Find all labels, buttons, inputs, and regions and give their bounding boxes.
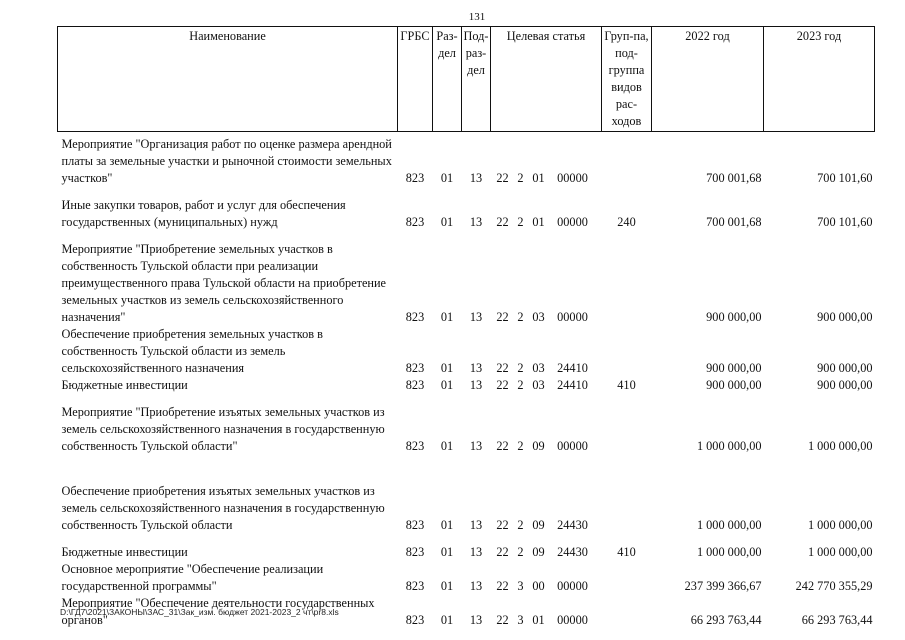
row-spacer <box>58 231 875 241</box>
tsel-program: 22 <box>496 171 509 185</box>
row-podrazdel: 13 <box>469 171 483 185</box>
row-2022: 700 001,68 <box>706 171 762 185</box>
row-2023: 1 000 000,00 <box>807 518 873 532</box>
row-podrazdel: 13 <box>469 215 483 229</box>
row-tselevaya <box>491 136 602 187</box>
tsel-program: 22 <box>496 439 509 453</box>
row-grbs: 823 <box>405 215 425 229</box>
row-2022: 1 000 000,00 <box>696 439 762 453</box>
row-2022: 237 399 366,67 <box>684 579 762 593</box>
row-spacer <box>58 187 875 197</box>
row-grbs: 823 <box>405 518 425 532</box>
row-name: Обеспечение приобретения земельных участков в собственность Тульской области из земель сельскохозяйственного назначения <box>61 327 323 375</box>
tsel-direction: 00000 <box>557 171 588 185</box>
row-2023: 1 000 000,00 <box>807 545 873 559</box>
tsel-subprogram: 3 <box>517 579 524 593</box>
row-name: Мероприятие "Обеспечение деятельности государственных органов" <box>61 596 375 627</box>
header-grbs: ГРБС <box>398 27 433 132</box>
tsel-program: 22 <box>496 378 509 392</box>
tsel-direction: 00000 <box>557 579 588 593</box>
table-row <box>58 377 875 394</box>
tsel-event: 09 <box>532 518 545 532</box>
row-name: Мероприятие "Приобретение изъятых земельных участков из земель сельскохозяйственного назначения в государственную собственность Тульской области" <box>61 405 385 453</box>
tsel-direction: 24430 <box>557 518 588 532</box>
page-number: 131 <box>468 11 486 23</box>
row-razdel: 01 <box>440 378 454 392</box>
table-row <box>58 561 875 595</box>
row-tselevaya <box>491 404 602 455</box>
table-header-row <box>58 27 875 132</box>
row-2022: 900 000,00 <box>706 378 762 392</box>
row-2022: 1 000 000,00 <box>696 545 762 559</box>
tsel-direction: 24430 <box>557 545 588 559</box>
tsel-event: 03 <box>532 361 545 375</box>
tsel-subprogram: 2 <box>517 439 524 453</box>
tsel-event: 00 <box>532 579 545 593</box>
row-razdel: 01 <box>440 579 454 593</box>
tsel-direction: 00000 <box>557 215 588 229</box>
row-tselevaya <box>491 483 602 534</box>
row-gruppa <box>602 561 652 595</box>
row-grbs: 823 <box>405 310 425 324</box>
row-podrazdel: 13 <box>469 439 483 453</box>
row-gruppa <box>602 326 652 377</box>
tsel-subprogram: 2 <box>517 310 524 324</box>
header-razdel: Раз-дел <box>433 27 462 132</box>
table-row <box>58 197 875 231</box>
tsel-subprogram: 2 <box>517 361 524 375</box>
row-razdel: 01 <box>440 361 454 375</box>
tsel-direction: 00000 <box>557 439 588 453</box>
budget-table <box>57 26 875 629</box>
tsel-event: 09 <box>532 439 545 453</box>
row-razdel: 01 <box>440 310 454 324</box>
row-razdel: 01 <box>440 545 454 559</box>
row-razdel: 01 <box>440 439 454 453</box>
row-name: Мероприятие "Приобретение земельных участков в собственность Тульской области при реализации преимущественного права Тульской области на приобретение земельных участков из земель сельскохозяйственного назначения" <box>61 242 387 324</box>
row-tselevaya <box>491 326 602 377</box>
tsel-subprogram: 2 <box>517 171 524 185</box>
row-2023: 900 000,00 <box>817 378 873 392</box>
row-grbs: 823 <box>405 361 425 375</box>
tsel-subprogram: 2 <box>517 545 524 559</box>
tsel-program: 22 <box>496 518 509 532</box>
row-razdel: 01 <box>440 171 454 185</box>
row-gruppa <box>602 595 652 629</box>
row-name: Обеспечение приобретения изъятых земельных участков из земель сельскохозяйственного назначения в государственную собственность Тульской области <box>61 484 385 532</box>
row-podrazdel: 13 <box>469 310 483 324</box>
row-tselevaya <box>491 241 602 326</box>
file-path-footer: D:\ГД7\2021\ЗАКОНЫ\ЗАС_31\Зак_изм. бюджет 2021-2023_2 чт\pr8.xls <box>60 607 339 617</box>
row-spacer <box>58 455 875 483</box>
table-row <box>58 241 875 326</box>
row-razdel: 01 <box>440 518 454 532</box>
tsel-event: 09 <box>532 545 545 559</box>
tsel-subprogram: 2 <box>517 518 524 532</box>
header-2022: 2022 год <box>652 27 764 132</box>
row-gruppa <box>602 241 652 326</box>
tsel-event: 01 <box>532 215 545 229</box>
row-2023: 900 000,00 <box>817 310 873 324</box>
row-2023: 900 000,00 <box>817 361 873 375</box>
row-tselevaya <box>491 561 602 595</box>
row-podrazdel: 13 <box>469 579 483 593</box>
tsel-subprogram: 3 <box>517 613 524 627</box>
tsel-direction: 24410 <box>557 378 588 392</box>
tsel-subprogram: 2 <box>517 215 524 229</box>
row-gruppa: 240 <box>617 215 636 229</box>
row-2023: 700 101,60 <box>817 215 873 229</box>
row-tselevaya <box>491 595 602 629</box>
row-spacer <box>58 394 875 404</box>
row-2023: 242 770 355,29 <box>795 579 873 593</box>
row-2022: 900 000,00 <box>706 361 762 375</box>
row-gruppa <box>602 483 652 534</box>
table-row <box>58 404 875 455</box>
row-gruppa: 410 <box>617 545 636 559</box>
tsel-direction: 24410 <box>557 361 588 375</box>
row-razdel: 01 <box>440 613 454 627</box>
table-row <box>58 136 875 187</box>
tsel-event: 03 <box>532 310 545 324</box>
tsel-program: 22 <box>496 613 509 627</box>
row-tselevaya <box>491 197 602 231</box>
row-spacer <box>58 534 875 544</box>
row-podrazdel: 13 <box>469 613 483 627</box>
row-name: Иные закупки товаров, работ и услуг для обеспечения государственных (муниципальных) нужд <box>61 198 346 229</box>
tsel-direction: 00000 <box>557 613 588 627</box>
header-podrazdel: Под-раз-дел <box>462 27 491 132</box>
row-podrazdel: 13 <box>469 518 483 532</box>
row-tselevaya <box>491 377 602 394</box>
row-grbs: 823 <box>405 613 425 627</box>
tsel-event: 01 <box>532 613 545 627</box>
row-razdel: 01 <box>440 215 454 229</box>
row-gruppa <box>602 136 652 187</box>
row-name: Бюджетные инвестиции <box>61 545 188 559</box>
row-grbs: 823 <box>405 545 425 559</box>
row-2022: 66 293 763,44 <box>690 613 762 627</box>
row-grbs: 823 <box>405 171 425 185</box>
tsel-program: 22 <box>496 361 509 375</box>
header-2023: 2023 год <box>764 27 875 132</box>
row-name: Основное мероприятие "Обеспечение реализации государственной программы" <box>61 562 324 593</box>
row-2022: 900 000,00 <box>706 310 762 324</box>
table-row <box>58 326 875 377</box>
table-row <box>58 544 875 561</box>
tsel-program: 22 <box>496 310 509 324</box>
row-gruppa: 410 <box>617 378 636 392</box>
row-grbs: 823 <box>405 378 425 392</box>
row-2023: 66 293 763,44 <box>801 613 873 627</box>
row-2023: 1 000 000,00 <box>807 439 873 453</box>
row-gruppa <box>602 404 652 455</box>
row-grbs: 823 <box>405 439 425 453</box>
tsel-program: 22 <box>496 579 509 593</box>
tsel-direction: 00000 <box>557 310 588 324</box>
row-podrazdel: 13 <box>469 361 483 375</box>
header-name: Наименование <box>58 27 398 132</box>
row-grbs: 823 <box>405 579 425 593</box>
tsel-program: 22 <box>496 215 509 229</box>
row-podrazdel: 13 <box>469 545 483 559</box>
tsel-program: 22 <box>496 545 509 559</box>
row-name: Мероприятие "Организация работ по оценке размера арендной платы за земельные участки и рыночной стоимости земельных участков" <box>61 137 392 185</box>
row-2022: 700 001,68 <box>706 215 762 229</box>
row-name: Бюджетные инвестиции <box>61 378 188 392</box>
row-2022: 1 000 000,00 <box>696 518 762 532</box>
header-tselevaya: Целевая статья <box>491 27 602 132</box>
tsel-subprogram: 2 <box>517 378 524 392</box>
tsel-event: 03 <box>532 378 545 392</box>
table-row <box>58 483 875 534</box>
row-tselevaya <box>491 544 602 561</box>
row-podrazdel: 13 <box>469 378 483 392</box>
tsel-event: 01 <box>532 171 545 185</box>
row-2023: 700 101,60 <box>817 171 873 185</box>
header-gruppa: Груп-па, под-группа видов рас-ходов <box>602 27 652 132</box>
